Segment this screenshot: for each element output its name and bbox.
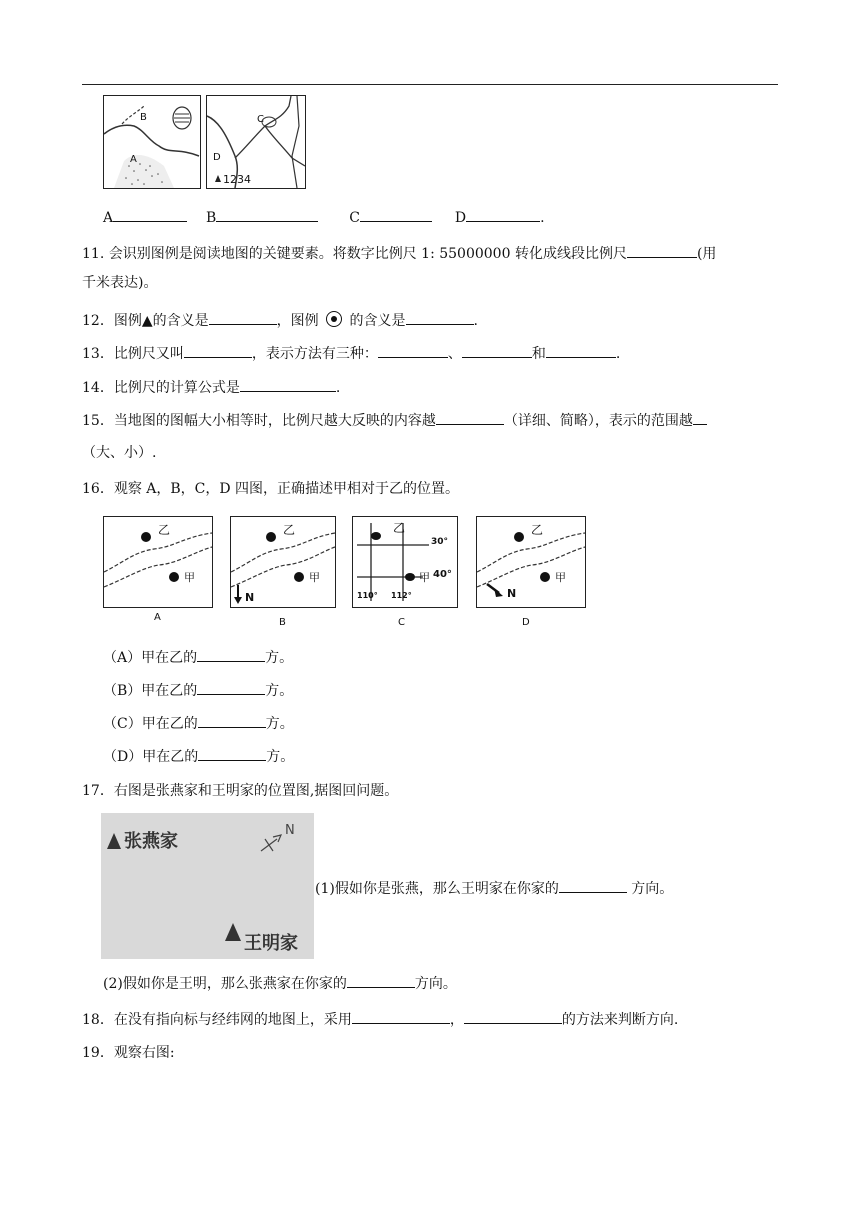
q15-text-b: （详细、简略），表示的范围越 — [503, 413, 693, 429]
q16-answer-a-post: 方。 — [265, 650, 294, 666]
q10-answer-line — [103, 207, 545, 228]
q17-part1-pre: (1)假如你是张燕，那么王明家在你家的 — [315, 881, 559, 897]
q10-map-left-drawing — [104, 96, 200, 188]
q16-map-c-lon1: 110° — [357, 591, 378, 600]
q10-label-b: B — [206, 210, 217, 226]
q11-text: 11. 会识别图例是阅读地图的关键要素。将数字比例尺 1: 55000000 转化成线段比例尺 — [82, 246, 627, 262]
q10-map-right — [206, 95, 306, 189]
q13-line — [82, 343, 620, 364]
q13-blank-2[interactable] — [378, 343, 448, 358]
q13-blank-3[interactable] — [462, 343, 532, 358]
q16-map-c-lon2: 112° — [391, 591, 412, 600]
q12-end: . — [473, 313, 478, 329]
q10-blank-d[interactable] — [466, 207, 540, 222]
q17-part1 — [315, 878, 673, 899]
q14-text: 14．比例尺的计算公式是 — [82, 380, 240, 396]
q15-blank-1[interactable] — [436, 410, 504, 425]
q16-caption-c: C — [398, 617, 405, 628]
q16-map-c-lat1: 30° — [431, 537, 449, 547]
q17-location-image — [101, 813, 314, 959]
q17-zhang-label: 张燕家 — [124, 831, 178, 852]
q16-blank-a[interactable] — [197, 647, 265, 662]
q16-answer-d-post: 方。 — [266, 749, 295, 765]
q12-text-b: ，图例 — [276, 313, 319, 329]
q10-map-label-d: D — [213, 152, 221, 163]
q16-answer-b — [103, 680, 293, 701]
q10-map-label-elev: 1234 — [223, 173, 251, 186]
q11-blank[interactable] — [627, 243, 697, 258]
q16-stem: 16．观察 A，B，C，D 四图，正确描述甲相对于乙的位置。 — [82, 481, 460, 497]
q10-end: . — [540, 210, 545, 226]
q16-map-c-lat2: 40° — [433, 569, 452, 580]
q17-blank-1[interactable] — [559, 878, 627, 893]
q11-line2: 千米表达)。 — [82, 275, 158, 291]
q16-map-d-jia: 甲 — [555, 571, 566, 584]
q12-blank-2[interactable] — [406, 310, 474, 325]
q16-caption-b: B — [279, 617, 286, 628]
q16-blank-d[interactable] — [198, 746, 266, 761]
q16-answer-b-pre: （B）甲在乙的 — [103, 683, 198, 699]
q18-blank-1[interactable] — [352, 1009, 450, 1024]
q10-label-c: C — [349, 210, 360, 226]
q14-end: . — [335, 380, 341, 396]
q11-line1 — [82, 243, 716, 264]
q16-answer-c-pre: （C）甲在乙的 — [103, 716, 198, 732]
q16-caption-a: A — [154, 612, 161, 623]
q16-map-c-yi: 乙 — [393, 521, 406, 535]
q17-blank-2[interactable] — [347, 973, 415, 988]
q10-label-d: D — [454, 210, 467, 226]
q18-text-c: 的方法来判断方向. — [561, 1012, 679, 1028]
q12-text-c: 的含义是 — [349, 313, 406, 329]
q16-answer-c-post: 方。 — [265, 716, 294, 732]
q16-blank-b[interactable] — [197, 680, 265, 695]
q16-map-b — [230, 516, 336, 608]
q10-blank-b[interactable] — [216, 207, 318, 222]
q17-north-label: N — [285, 823, 295, 838]
q13-text-c: 、 — [447, 346, 462, 362]
q17-part1-post: 方向。 — [626, 881, 674, 897]
q15-text-a: 15．当地图的图幅大小相等时，比例尺越大反映的内容越 — [82, 413, 436, 429]
q14-line — [82, 377, 340, 398]
q16-caption-d: D — [522, 617, 530, 628]
q18-text-b: ， — [449, 1012, 464, 1028]
q16-answer-a-pre: （A）甲在乙的 — [103, 650, 198, 666]
q16-map-b-yi: 乙 — [283, 523, 296, 537]
q13-blank-1[interactable] — [184, 343, 252, 358]
q10-map-left — [103, 95, 201, 189]
q16-answer-c — [103, 713, 294, 734]
q13-end: . — [615, 346, 621, 362]
q10-blank-a[interactable] — [113, 207, 187, 222]
q12-blank-1[interactable] — [209, 310, 277, 325]
q17-stem: 17．右图是张燕家和王明家的位置图,据图回问题。 — [82, 783, 399, 799]
q18-text-a: 18．在没有指向标与经纬网的地图上，采用 — [82, 1012, 352, 1028]
q10-map-label-a: A — [130, 154, 137, 165]
header-rule — [82, 84, 778, 85]
q16-map-a-jia: 甲 — [184, 571, 195, 584]
q13-text-a: 13．比例尺又叫 — [82, 346, 184, 362]
q10-map-label-b: B — [140, 112, 147, 123]
q15-blank-2[interactable] — [693, 410, 707, 425]
q16-blank-c[interactable] — [198, 713, 266, 728]
q13-text-b: ，表示方法有三种： — [251, 346, 378, 362]
q16-answer-a — [103, 647, 293, 668]
q10-map-right-drawing — [207, 96, 305, 188]
q18-blank-2[interactable] — [464, 1009, 562, 1024]
q16-answer-d-pre: （D）甲在乙的 — [103, 749, 199, 765]
q16-map-a-yi: 乙 — [158, 523, 171, 537]
q16-map-a — [103, 516, 213, 608]
q10-label-a: A — [103, 210, 114, 226]
q16-map-b-north: N — [245, 591, 255, 604]
q18-line — [82, 1009, 678, 1030]
q16-map-d-north: N — [507, 587, 517, 600]
q17-part2-pre: (2)假如你是王明，那么张燕家在你家的 — [103, 976, 347, 992]
q16-map-d-yi: 乙 — [531, 523, 544, 537]
q12-text-a: 12．图例▲的含义是 — [82, 313, 209, 329]
q15-line2: （大、小）. — [82, 445, 157, 461]
q10-blank-c[interactable] — [360, 207, 432, 222]
q16-map-d — [476, 516, 586, 608]
q15-line1 — [82, 410, 707, 431]
q17-part2 — [103, 973, 457, 994]
q19-stem: 19．观察右图: — [82, 1045, 175, 1061]
q16-answer-b-post: 方。 — [265, 683, 294, 699]
q10-map-label-c: C — [257, 114, 264, 125]
q17-wang-label: 王明家 — [244, 933, 298, 954]
q16-map-c — [352, 516, 458, 608]
dot-circle-icon — [326, 311, 342, 327]
q14-blank[interactable] — [240, 377, 336, 392]
q13-text-d: 和 — [531, 346, 546, 362]
q12-line — [82, 310, 478, 331]
q16-map-c-jia: 甲 — [419, 571, 430, 584]
q16-map-b-jia: 甲 — [309, 571, 320, 584]
q16-answer-d — [103, 746, 294, 767]
q11-text-end: (用 — [696, 246, 717, 262]
q17-part2-post: 方向。 — [414, 976, 457, 992]
q13-blank-4[interactable] — [546, 343, 616, 358]
